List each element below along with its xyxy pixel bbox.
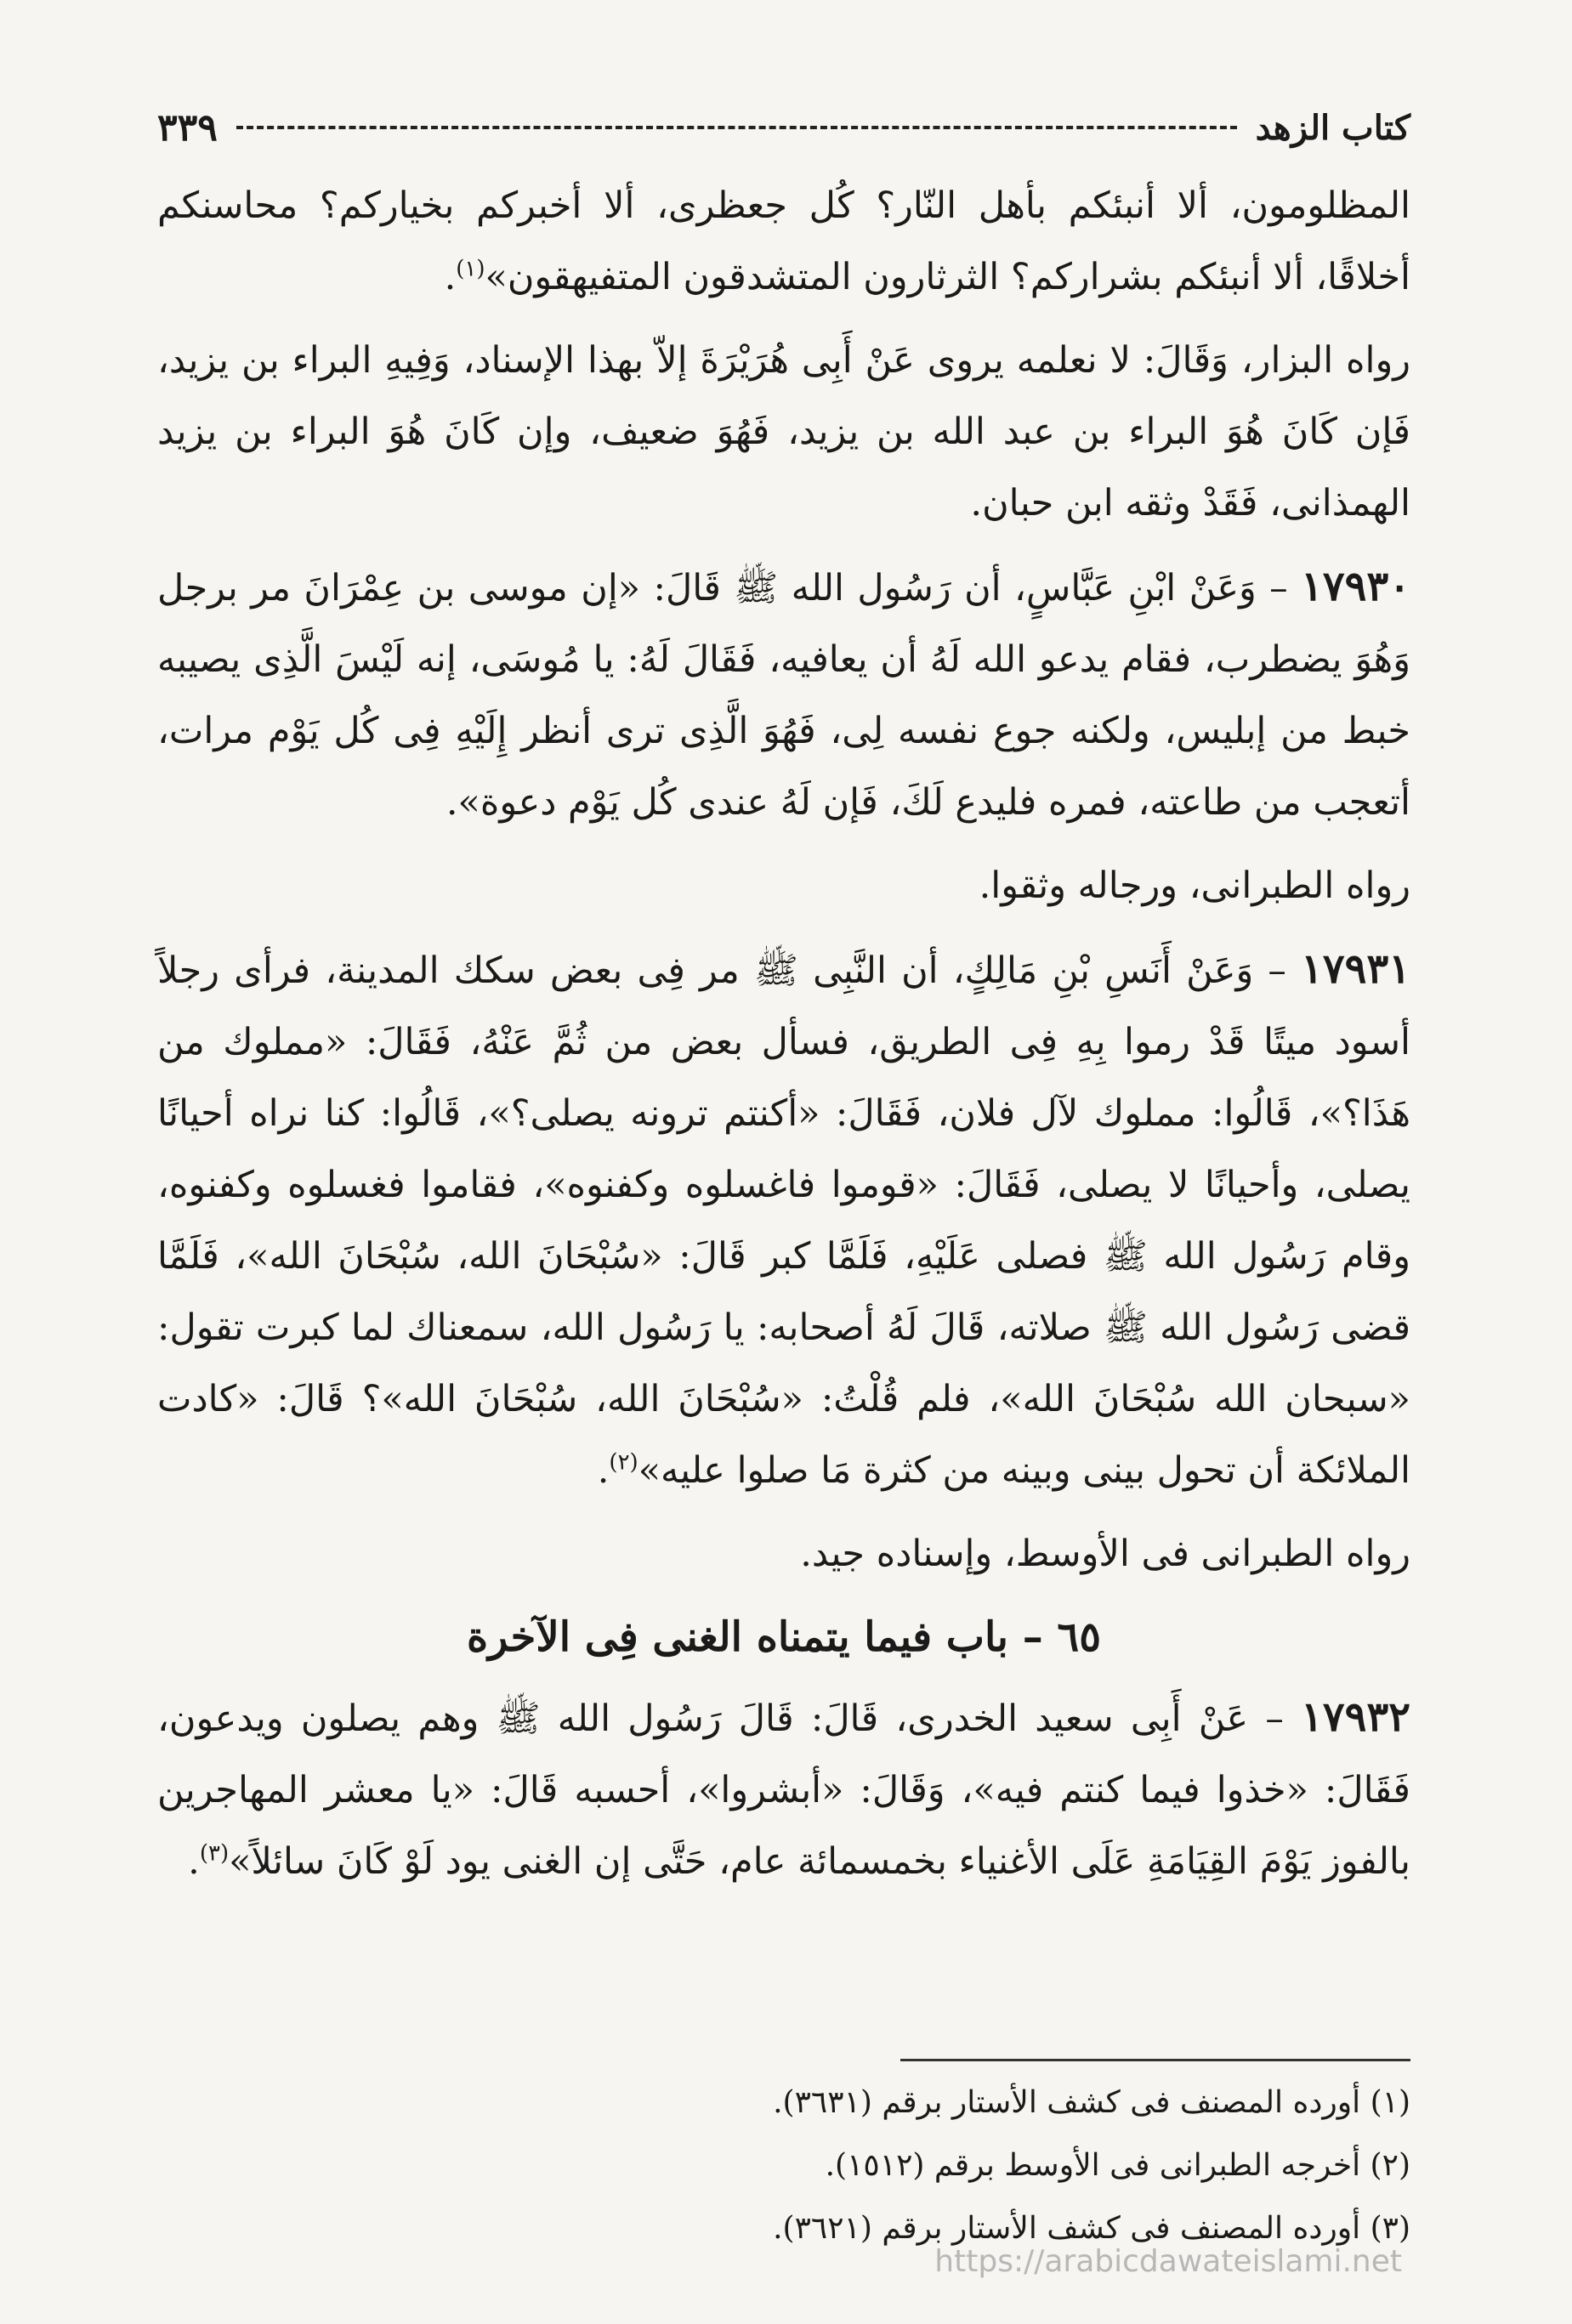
hadith-paragraph (157, 551, 1410, 838)
footnote-rule-wrap (157, 2059, 1410, 2072)
paragraph-text: – عَنْ أَبِى سعيد الخدرى، قَالَ: قَالَ رَسُول الله ﷺ وهم يصلون ويدعون، فَقَالَ: «خذوا فيما كنتم فيه»، وَقَالَ: «أبشروا»، أحسبه قَالَ: «يا معشر المهاجرين بالفوز يَوْمَ القِيَامَةِ عَلَى الأغنياء بخمسمائة عام، حَتَّى إن الغنى يود لَوْ كَانَ سائلاً» (157, 1698, 1410, 1883)
footnote: (٣) أورده المصنف فى كشف الأستار برقم (٣٦٢١). (773, 2211, 1410, 2246)
hadith-paragraph (157, 933, 1410, 1506)
running-header (157, 94, 1410, 162)
main-text (157, 170, 1410, 1897)
paragraph-end: . (444, 256, 457, 298)
chapter-heading: ٦٥ – باب فيما يتمناه الغنى فِى الآخرة (467, 1613, 1101, 1661)
hadith-paragraph (157, 1681, 1410, 1897)
footnotes (157, 2059, 1410, 2260)
watermark-url: https://arabicdawateislami.net (934, 2244, 1402, 2279)
paragraph-text: – وَعَنْ أَنَسِ بْنِ مَالِكٍ، أن النَّبِى ﷺ مر فِى بعض سكك المدينة، فرأى رجلاً أسود ميتًا قَدْ رموا بِهِ فِى الطريق، فسأل بعض من ثُمَّ عَنْهُ، فَقَالَ: «مملوك من هَذَا؟»، قَالُوا: مملوك لآل فلان، فَقَالَ: «أكنتم ترونه يصلى؟»، قَالُوا: كنا نراه أحيانًا يصلى، وأحيانًا لا يصلى، فَقَالَ: «قوموا فاغسلوه وكفنوه»، فقاموا فغسلوه وكفنوه، وقام رَسُول الله ﷺ فصلى عَلَيْهِ، فَلَمَّا كبر قَالَ: «سُبْحَانَ الله، سُبْحَانَ الله»، فَلَمَّا قضى رَسُول الله ﷺ صلاته، قَالَ لَهُ أصحابه: يا رَسُول الله، سمعناك لما كبرت تقول: «سبحان الله سُبْحَانَ الله»، فلم قُلْتُ: «سُبْحَانَ الله، سُبْحَانَ الله»؟ قَالَ: «كادت الملائكة أن تحول بينى وبينه من كثرة مَا صلوا عليه» (157, 949, 1410, 1492)
paragraph-text: المظلومون، ألا أنبئكم بأهل النّار؟ كُل جعظرى، ألا أخبركم بخياركم؟ محاسنكم أخلاقًا، ألا أنبئكم بشراركم؟ الثرثارون المتشدقون المتفيهقون» (157, 184, 1410, 298)
footnote-ref: (٣) (199, 1840, 230, 1867)
paragraph (157, 325, 1410, 539)
page-number: ٣٣٩ (157, 105, 218, 150)
paragraph-end: . (188, 1840, 200, 1883)
paragraph (157, 1518, 1410, 1590)
paragraph-text: رواه البزار، وَقَالَ: لا نعلمه يروى عَنْ أَبِى هُرَيْرَةَ إلاّ بهذا الإسناد، وَفِيهِ البراء بن يزيد، فَإن كَانَ هُوَ البراء بن عبد الله بن يزيد، فَهُوَ ضعيف، وإن كَانَ هُوَ البراء بن يزيد الهمذانى، فَقَدْ وثقه ابن حبان. (157, 339, 1410, 524)
paragraph-text: رواه الطبرانى، ورجاله وثقوا. (979, 864, 1410, 907)
paragraph-text: – وَعَنْ ابْنِ عَبَّاسٍ، أن رَسُول الله ﷺ قَالَ: «إن موسى بن عِمْرَانَ مر برجل وَهُوَ يضطرب، فقام يدعو الله لَهُ أن يعافيه، فَقَالَ لَهُ: يا مُوسَى، إنه لَيْسَ الَّذِى يصيبه خبط من إبليس، ولكنه جوع نفسه لِى، فَهُوَ الَّذِى ترى أنظر إِلَيْهِ فِى كُل يَوْم مرات، أتعجب من طاعته، فمره فليدع لَكَ، فَإن لَهُ عندى كُل يَوْم دعوة». (157, 567, 1410, 824)
footnote: (٢) أخرجه الطبرانى فى الأوسط برقم (١٥١٢). (825, 2148, 1410, 2183)
footnote-ref: (١) (456, 256, 485, 282)
paragraph (157, 170, 1410, 313)
paragraph-end: . (597, 1449, 610, 1492)
paragraph-text: رواه الطبرانى فى الأوسط، وإسناده جيد. (800, 1533, 1410, 1575)
hadith-number: ١٧٩٣١ (1301, 945, 1410, 993)
footnote-ref: (٢) (609, 1449, 638, 1476)
footnote-separator (900, 2059, 1410, 2061)
hadith-number: ١٧٩٣٠ (1301, 563, 1410, 610)
header-dashed-rule (236, 126, 1237, 129)
book-title: كتاب الزهد (1255, 107, 1410, 148)
footnote: (١) أورده المصنف فى كشف الأستار برقم (٣٦٣١). (773, 2085, 1410, 2120)
paragraph (157, 850, 1410, 921)
hadith-number: ١٧٩٣٢ (1301, 1693, 1410, 1741)
